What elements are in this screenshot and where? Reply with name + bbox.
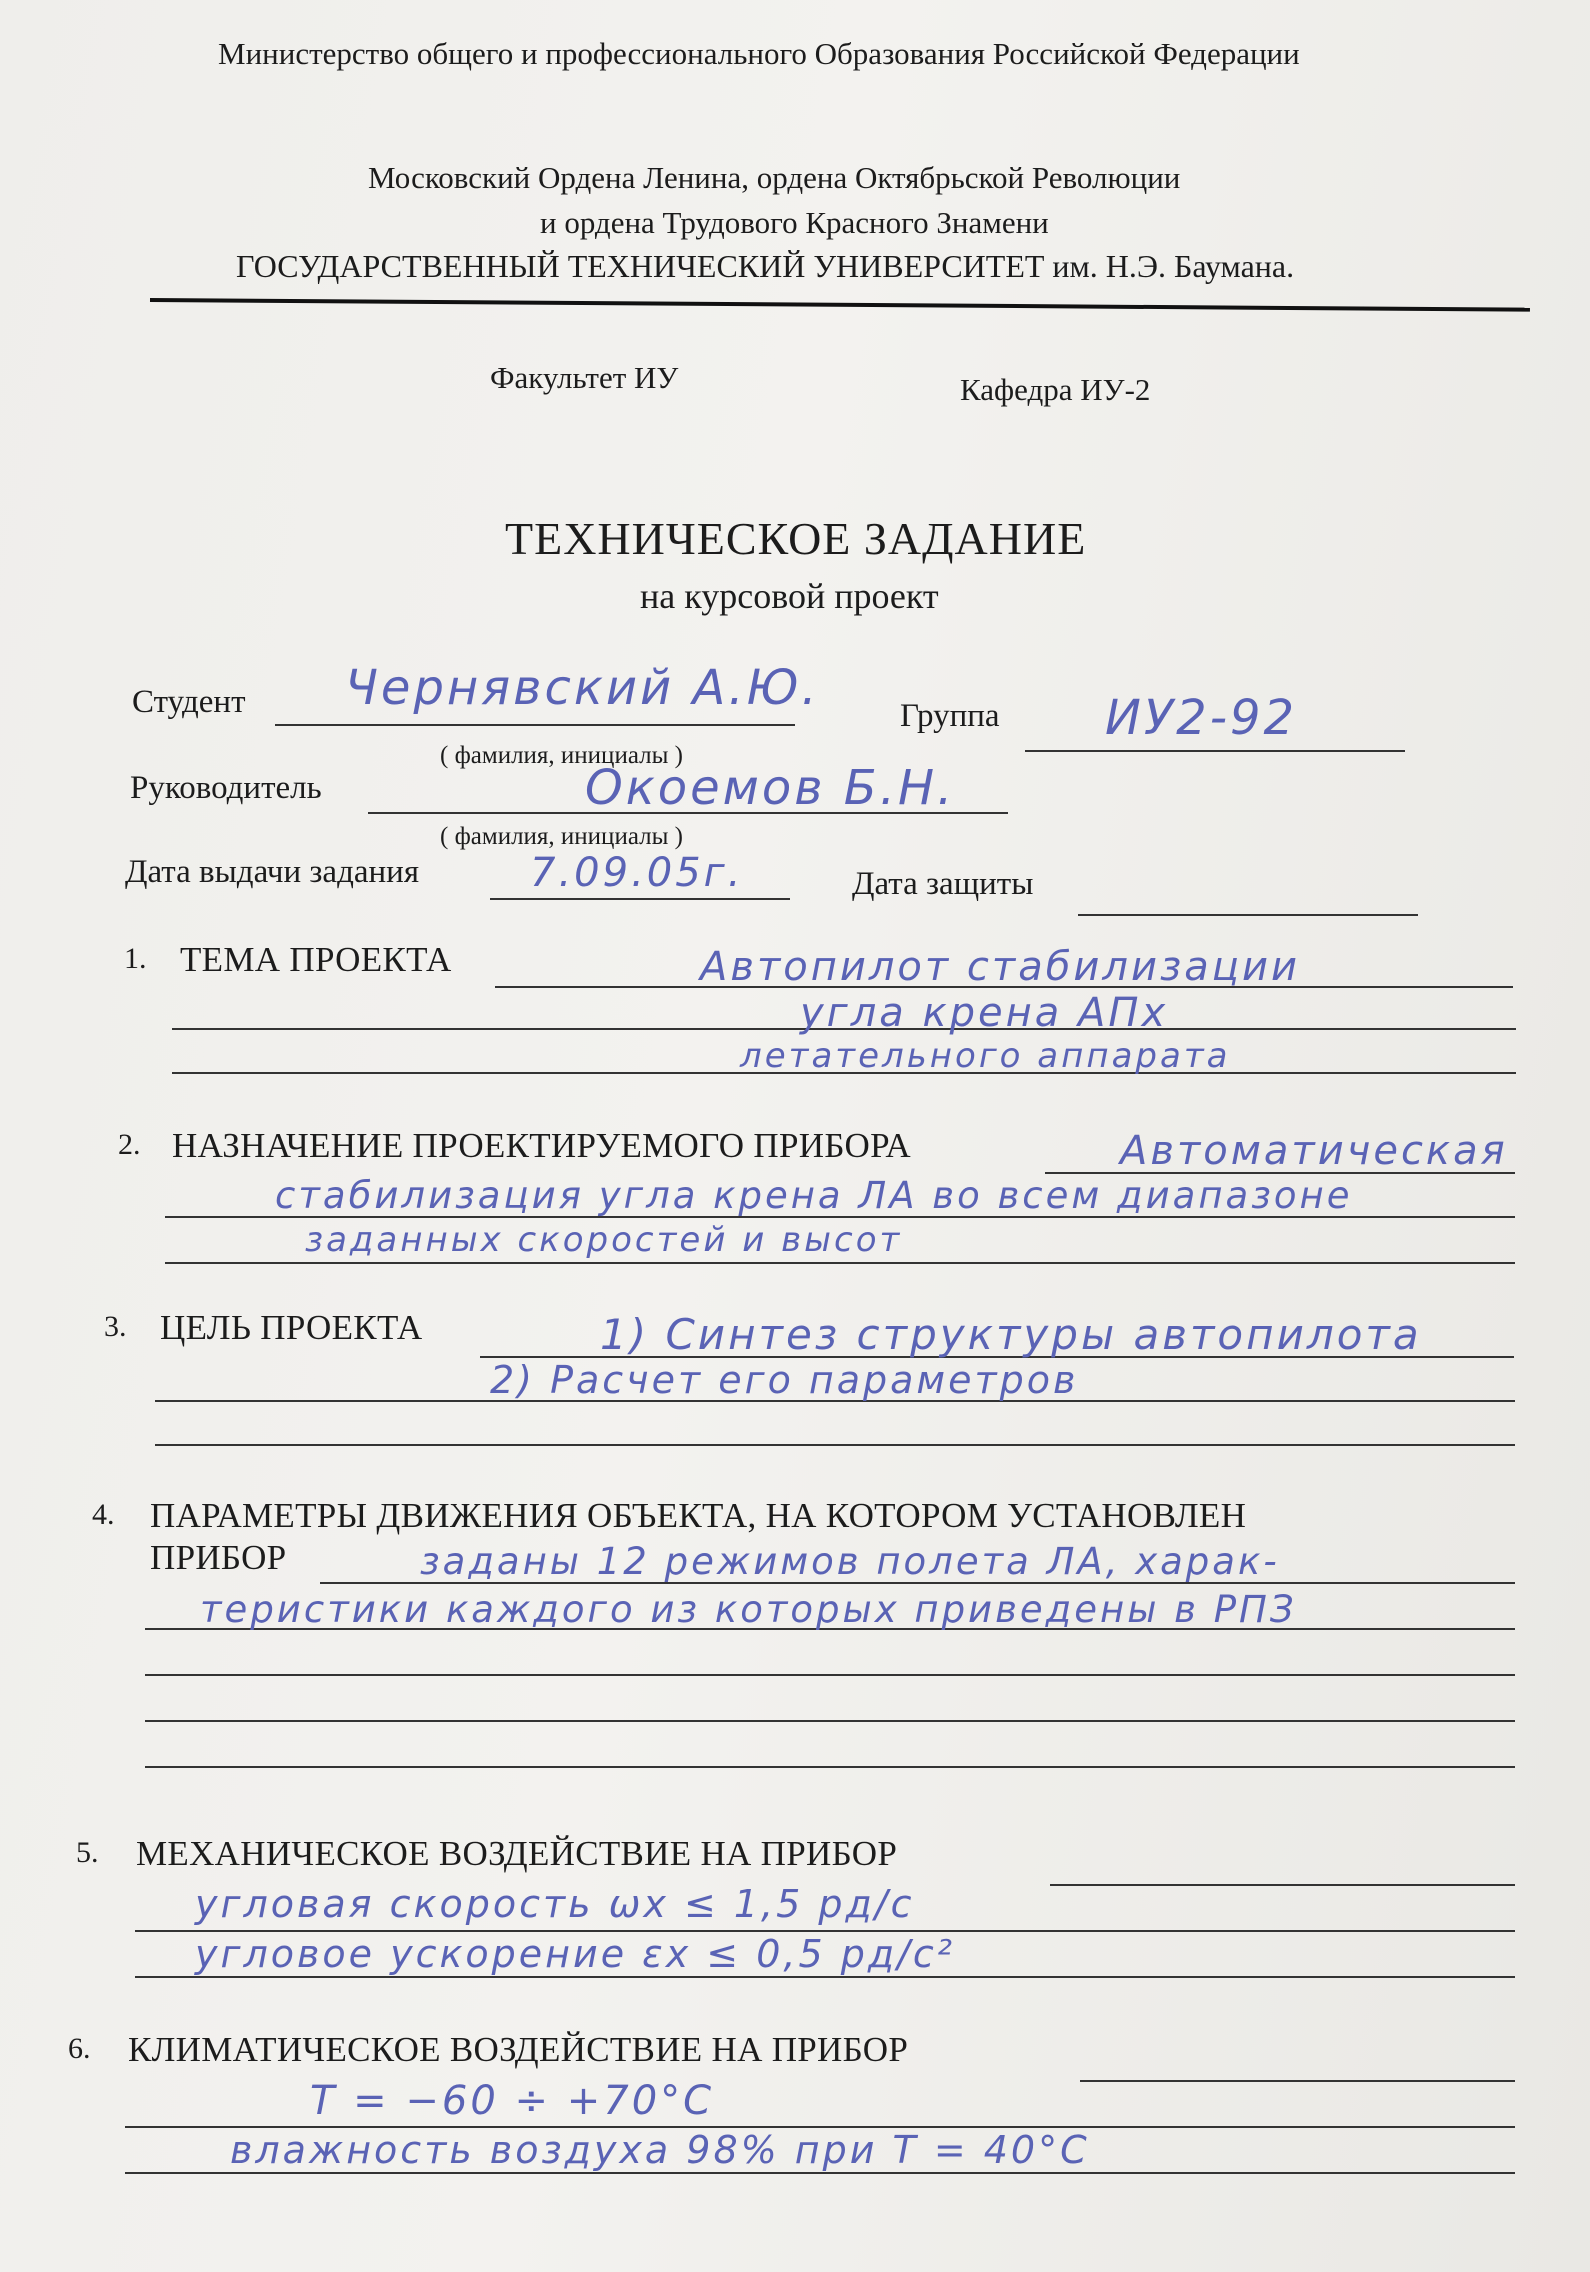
section-5-number: 5. bbox=[76, 1836, 99, 1869]
section-2-text-3: заданных скоростей и высот bbox=[305, 1220, 903, 1260]
section-3-line-3 bbox=[155, 1444, 1515, 1446]
section-6-title: КЛИМАТИЧЕСКОЕ ВОЗДЕЙСТВИЕ НА ПРИБОР bbox=[128, 2030, 909, 2069]
section-1-text-3: летательного аппарата bbox=[740, 1036, 1231, 1076]
section-4-title-line-2: ПРИБОР bbox=[150, 1538, 287, 1577]
section-4-text-2: теристики каждого из которых приведены в РПЗ bbox=[200, 1588, 1297, 1631]
ministry-line: Министерство общего и профессионального Образования Российской Федерации bbox=[218, 36, 1300, 71]
supervisor-value: Окоемов Б.Н. bbox=[585, 760, 956, 816]
student-label: Студент bbox=[132, 684, 246, 720]
student-name-note: ( фамилия, инициалы ) bbox=[440, 742, 683, 769]
group-value: ИУ2-92 bbox=[1105, 690, 1298, 746]
issue-date-value: 7.09.05г. bbox=[530, 850, 744, 896]
university-line-1: Московский Ордена Ленина, ордена Октябрьской Революции bbox=[368, 160, 1181, 195]
section-6-line-1 bbox=[1080, 2080, 1515, 2082]
section-1-text-1: Автопилот стабилизации bbox=[700, 944, 1300, 990]
section-5-title: МЕХАНИЧЕСКОЕ ВОЗДЕЙСТВИЕ НА ПРИБОР bbox=[136, 1834, 898, 1873]
defense-date-label: Дата защиты bbox=[852, 866, 1034, 902]
group-label: Группа bbox=[900, 698, 1000, 734]
section-4-line-3 bbox=[145, 1674, 1515, 1676]
section-6-text-1: T = −60 ÷ +70°C bbox=[310, 2078, 715, 2124]
section-3-text-2: 2) Расчет его параметров bbox=[490, 1358, 1079, 1402]
document-subtitle: на курсовой проект bbox=[640, 576, 939, 616]
supervisor-label: Руководитель bbox=[130, 770, 322, 806]
section-5-line-3 bbox=[135, 1976, 1515, 1978]
section-2-text-1: Автоматическая bbox=[1120, 1128, 1508, 1174]
section-5-line-1 bbox=[1050, 1884, 1515, 1886]
section-3-text-1: 1) Синтез структуры автопилота bbox=[600, 1310, 1422, 1359]
section-4-title: ПАРАМЕТРЫ ДВИЖЕНИЯ ОБЪЕКТА, НА КОТОРОМ УСТАНОВЛЕН bbox=[150, 1496, 1247, 1535]
section-1-text-2: угла крена АПх bbox=[800, 990, 1169, 1036]
section-1-title: ТЕМА ПРОЕКТА bbox=[180, 940, 452, 979]
section-5-text-2: угловое ускорение εx ≤ 0,5 рд/с² bbox=[195, 1932, 956, 1976]
defense-date-underline bbox=[1078, 914, 1418, 916]
student-value: Чернявский А.Ю. bbox=[345, 660, 820, 716]
student-underline bbox=[275, 724, 795, 726]
issue-date-underline bbox=[490, 898, 790, 900]
section-4-line-5 bbox=[145, 1766, 1515, 1768]
section-4-number: 4. bbox=[92, 1498, 115, 1531]
university-line-3: ГОСУДАРСТВЕННЫЙ ТЕХНИЧЕСКИЙ УНИВЕРСИТЕТ им. Н.Э. Баумана. bbox=[236, 248, 1295, 284]
header-divider bbox=[150, 298, 1530, 312]
section-3-number: 3. bbox=[104, 1310, 127, 1343]
section-2-number: 2. bbox=[118, 1128, 141, 1161]
section-5-text-1: угловая скорость ωx ≤ 1,5 рд/с bbox=[195, 1882, 915, 1926]
section-6-text-2: влажность воздуха 98% при T = 40°C bbox=[230, 2128, 1090, 2172]
section-2-line-3 bbox=[165, 1262, 1515, 1264]
faculty-label: Факультет ИУ bbox=[490, 360, 679, 395]
section-1-number: 1. bbox=[124, 942, 147, 975]
section-6-line-3 bbox=[125, 2172, 1515, 2174]
section-2-title: НАЗНАЧЕНИЕ ПРОЕКТИРУЕМОГО ПРИБОРА bbox=[172, 1126, 911, 1165]
university-line-2: и ордена Трудового Красного Знамени bbox=[540, 205, 1049, 240]
group-underline bbox=[1025, 750, 1405, 752]
department-label: Кафедра ИУ-2 bbox=[960, 372, 1151, 407]
section-4-line-4 bbox=[145, 1720, 1515, 1722]
section-2-text-2: стабилизация угла крена ЛА во всем диапазоне bbox=[275, 1174, 1353, 1217]
document-title: ТЕХНИЧЕСКОЕ ЗАДАНИЕ bbox=[505, 513, 1087, 564]
section-4-text-1: заданы 12 режимов полета ЛА, харак- bbox=[420, 1540, 1280, 1583]
section-3-title: ЦЕЛЬ ПРОЕКТА bbox=[160, 1308, 423, 1347]
issue-date-label: Дата выдачи задания bbox=[125, 854, 420, 890]
section-6-number: 6. bbox=[68, 2032, 91, 2065]
supervisor-name-note: ( фамилия, инициалы ) bbox=[440, 823, 683, 850]
